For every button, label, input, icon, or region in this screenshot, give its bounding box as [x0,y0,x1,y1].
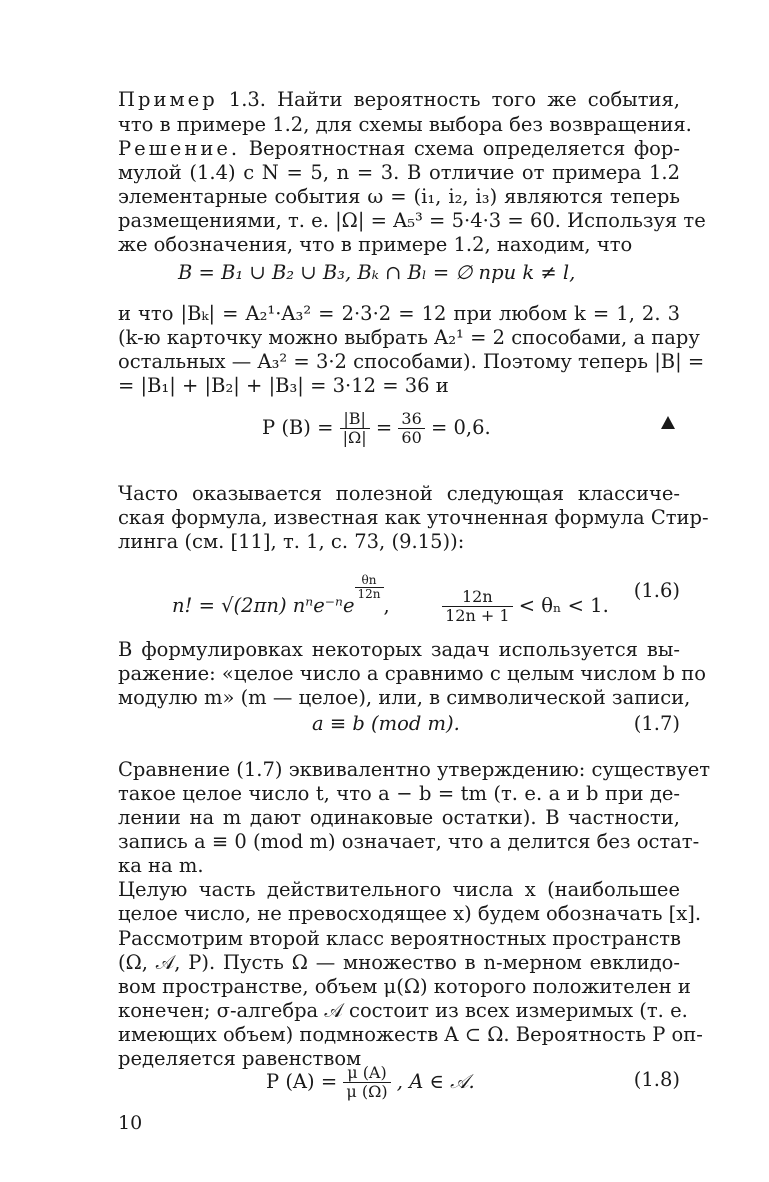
solution-line-7: (k-ю карточку можно выбрать A₂¹ = 2 способами, а пару [118,326,700,349]
formula-lhs: P (B) = [262,416,334,439]
example-line-1 [118,88,680,113]
intpart-line-1: Целую часть действительного числа x (наибольшее [118,878,680,901]
fraction-numerator: |B| [340,410,370,429]
solution-line-3: элементарные события ω = (i₁, i₂, i₃) являются теперь [118,185,680,208]
formula-union: B = B₁ ∪ B₂ ∪ B₃, Bₖ ∩ Bₗ = ∅ при k ≠ l, [178,261,576,284]
exponent-numerator: θn [355,574,384,588]
stirling-line-2: ская формула, известная как уточненная формула Стир- [118,506,709,529]
fraction-numerator: 36 [398,410,424,429]
stirling-fraction [442,588,512,625]
formula-congruence: a ≡ b (mod m). [312,712,460,735]
geometric-line-2: (Ω, 𝒜, P). Пусть Ω — множество в n-мерном евклидо- [118,951,680,974]
solution-heading: Решение. [118,137,241,160]
page-number: 10 [118,1112,143,1134]
formula-condition: , A ∈ 𝒜. [396,1070,475,1093]
fraction-numerator: μ (A) [343,1064,390,1083]
fraction-denominator: μ (Ω) [346,1082,388,1101]
formula-probability-b [262,410,491,447]
solution-line-9: = |B₁| + |B₂| + |B₃| = 3·12 = 36 и [118,374,449,397]
congruence-line-1: В формулировках некоторых задач используется вы- [118,638,680,661]
congruence-line-5: такое целое число t, что a − b = tm (т. е. a и b при де- [118,782,680,805]
fraction-numerator: 12n [442,588,512,607]
congruence-line-2: ражение: «целое число a сравнимо с целым числом b по [118,662,707,685]
fraction-denominator: 12n + 1 [445,606,510,625]
equation-number-1-8: (1.8) [633,1068,680,1091]
solution-line-6: и что |Bₖ| = A₂¹·A₃² = 2·3·2 = 12 при любом k = 1, 2. 3 [118,302,680,325]
congruence-line-7: запись a ≡ 0 (mod m) означает, что a делится без остат- [118,830,700,853]
intpart-line-2: целое число, не превосходящее x) будем обозначать [x]. [118,902,702,925]
congruence-line-8: ка на m. [118,854,204,877]
fraction-denominator: |Ω| [342,428,367,447]
end-of-example-triangle-icon [661,416,675,429]
solution-line-4: размещениями, т. е. |Ω| = A₅³ = 5·4·3 = 60. Используя те [118,209,706,232]
solution-line-5: же обозначения, что в примере 1.2, находим, что [118,233,633,256]
fraction-mu [343,1064,390,1101]
example-heading: Пример [118,88,218,111]
solution-line-8: остальных — A₃² = 3·2 способами). Поэтому теперь |B| = [118,350,705,373]
geometric-line-6: ределяется равенством [118,1047,362,1070]
fraction-b-omega [340,410,370,447]
equation-number-1-6: (1.6) [633,579,680,602]
stirling-line-1: Часто оказывается полезной следующая классиче- [118,482,680,505]
example-title: 1.3. Найти вероятность того же события, [228,88,680,111]
geometric-line-1: Рассмотрим второй класс вероятностных пространств [118,927,682,950]
equation-number-1-7: (1.7) [633,712,680,735]
geometric-line-5: имеющих объем) подмножеств A ⊂ Ω. Вероятность P оп- [118,1023,703,1046]
congruence-line-6: лении на m дают одинаковые остатки). В частности, [118,806,680,829]
stirling-comma: , [383,594,390,617]
congruence-line-4: Сравнение (1.7) эквивалентно утверждению: существует [118,758,711,781]
formula-result: = 0,6. [430,416,491,439]
exponent-denominator: 12n [357,587,381,601]
geometric-line-4: конечен; σ-алгебра 𝒜 состоит из всех измеримых (т. е. [118,999,688,1022]
stirling-line-3: линга (см. [11], т. 1, с. 73, (9.15)): [118,530,465,553]
solution-line-2: мулой (1.4) с N = 5, n = 3. В отличие от примера 1.2 [118,161,680,184]
stirling-exponent [355,574,384,601]
formula-geometric-probability [266,1064,475,1101]
solution-line-1 [118,137,680,162]
congruence-line-3: модулю m» (m — целое), или, в символической записи, [118,686,691,709]
geometric-line-3: вом пространстве, объем μ(Ω) которого положителен и [118,975,691,998]
solution-text: Вероятностная схема определяется фор- [248,137,680,160]
fraction-denominator: 60 [401,428,422,447]
fraction-36-60 [398,410,424,447]
example-line-2: что в примере 1.2, для схемы выбора без возвращения. [118,113,692,136]
stirling-inequality: < θₙ < 1. [518,594,609,617]
stirling-lhs: n! = √(2πn) nⁿe⁻ⁿe [172,594,355,617]
formula-lhs: P (A) = [266,1070,338,1093]
equals-sign: = [375,416,393,439]
formula-stirling [172,574,609,625]
